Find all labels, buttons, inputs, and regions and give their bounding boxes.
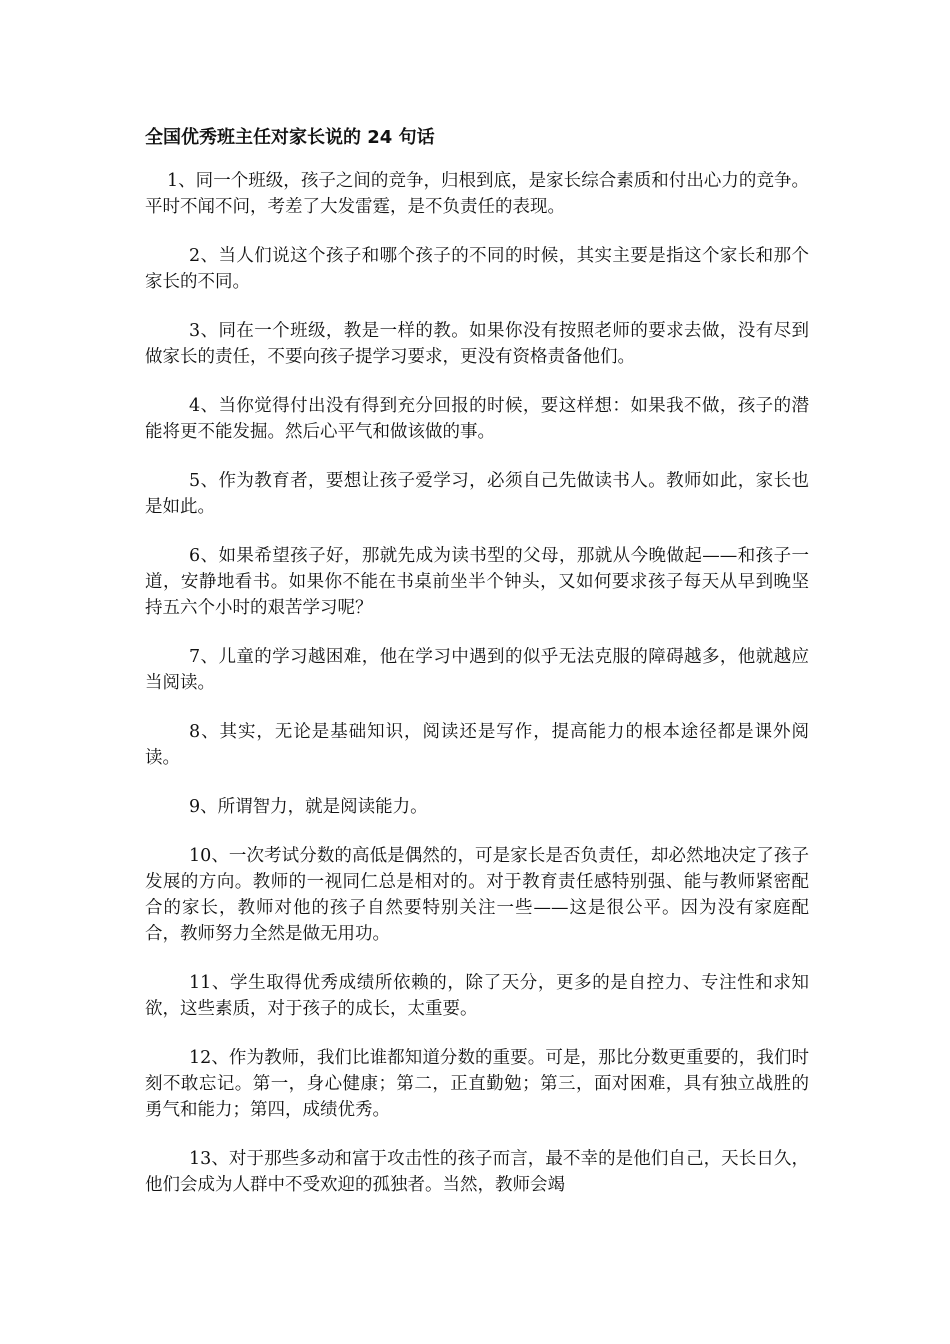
paragraph-6: 6、如果希望孩子好，那就先成为读书型的父母，那就从今晚做起——和孩子一道，安静地看书。如果你不能在书桌前坐半个钟头，又如何要求孩子每天从早到晚坚持五六个小时的艰苦学习呢？	[145, 546, 809, 618]
paragraph-11: 11、学生取得优秀成绩所依赖的，除了天分，更多的是自控力、专注性和求知欲，这些素质，对于孩子的成长，太重要。	[145, 973, 809, 1019]
paragraph-13: 13、对于那些多动和富于攻击性的孩子而言，最不幸的是他们自己，天长日久，他们会成为人群中不受欢迎的孤独者。当然，教师会竭	[145, 1149, 809, 1195]
paragraph-3: 3、同在一个班级，教是一样的教。如果你没有按照老师的要求去做，没有尽到做家长的责任，不要向孩子提学习要求，更没有资格责备他们。	[145, 321, 809, 367]
paragraph-10: 10、一次考试分数的高低是偶然的，可是家长是否负责任，却必然地决定了孩子发展的方向。教师的一视同仁总是相对的。对于教育责任感特别强、能与教师紧密配合的家长，教师对他的孩子自然要特别关注一些——这是很公平。因为没有家庭配合，教师努力全然是做无用功。	[145, 846, 809, 944]
document-title: 全国优秀班主任对家长说的 24 句话	[145, 127, 435, 148]
paragraph-7: 7、儿童的学习越困难，他在学习中遇到的似乎无法克服的障碍越多，他就越应当阅读。	[145, 647, 809, 693]
paragraph-1: 1、同一个班级，孩子之间的竞争，归根到底，是家长综合素质和付出心力的竞争。平时不闻不问，考差了大发雷霆，是不负责任的表现。	[145, 171, 809, 217]
paragraph-4: 4、当你觉得付出没有得到充分回报的时候，要这样想：如果我不做，孩子的潜能将更不能发掘。然后心平气和做该做的事。	[145, 396, 809, 442]
paragraph-12: 12、作为教师，我们比谁都知道分数的重要。可是，那比分数更重要的，我们时刻不敢忘记。第一，身心健康；第二，正直勤勉；第三，面对困难，具有独立战胜的勇气和能力；第四，成绩优秀。	[145, 1048, 809, 1120]
paragraph-8: 8、其实，无论是基础知识，阅读还是写作，提高能力的根本途径都是课外阅读。	[145, 722, 809, 768]
paragraph-5: 5、作为教育者，要想让孩子爱学习，必须自己先做读书人。教师如此，家长也是如此。	[145, 471, 809, 517]
paragraph-2: 2、当人们说这个孩子和哪个孩子的不同的时候，其实主要是指这个家长和那个家长的不同。	[145, 246, 809, 292]
document-body	[145, 124, 809, 1198]
paragraph-9: 9、所谓智力，就是阅读能力。	[189, 797, 428, 817]
